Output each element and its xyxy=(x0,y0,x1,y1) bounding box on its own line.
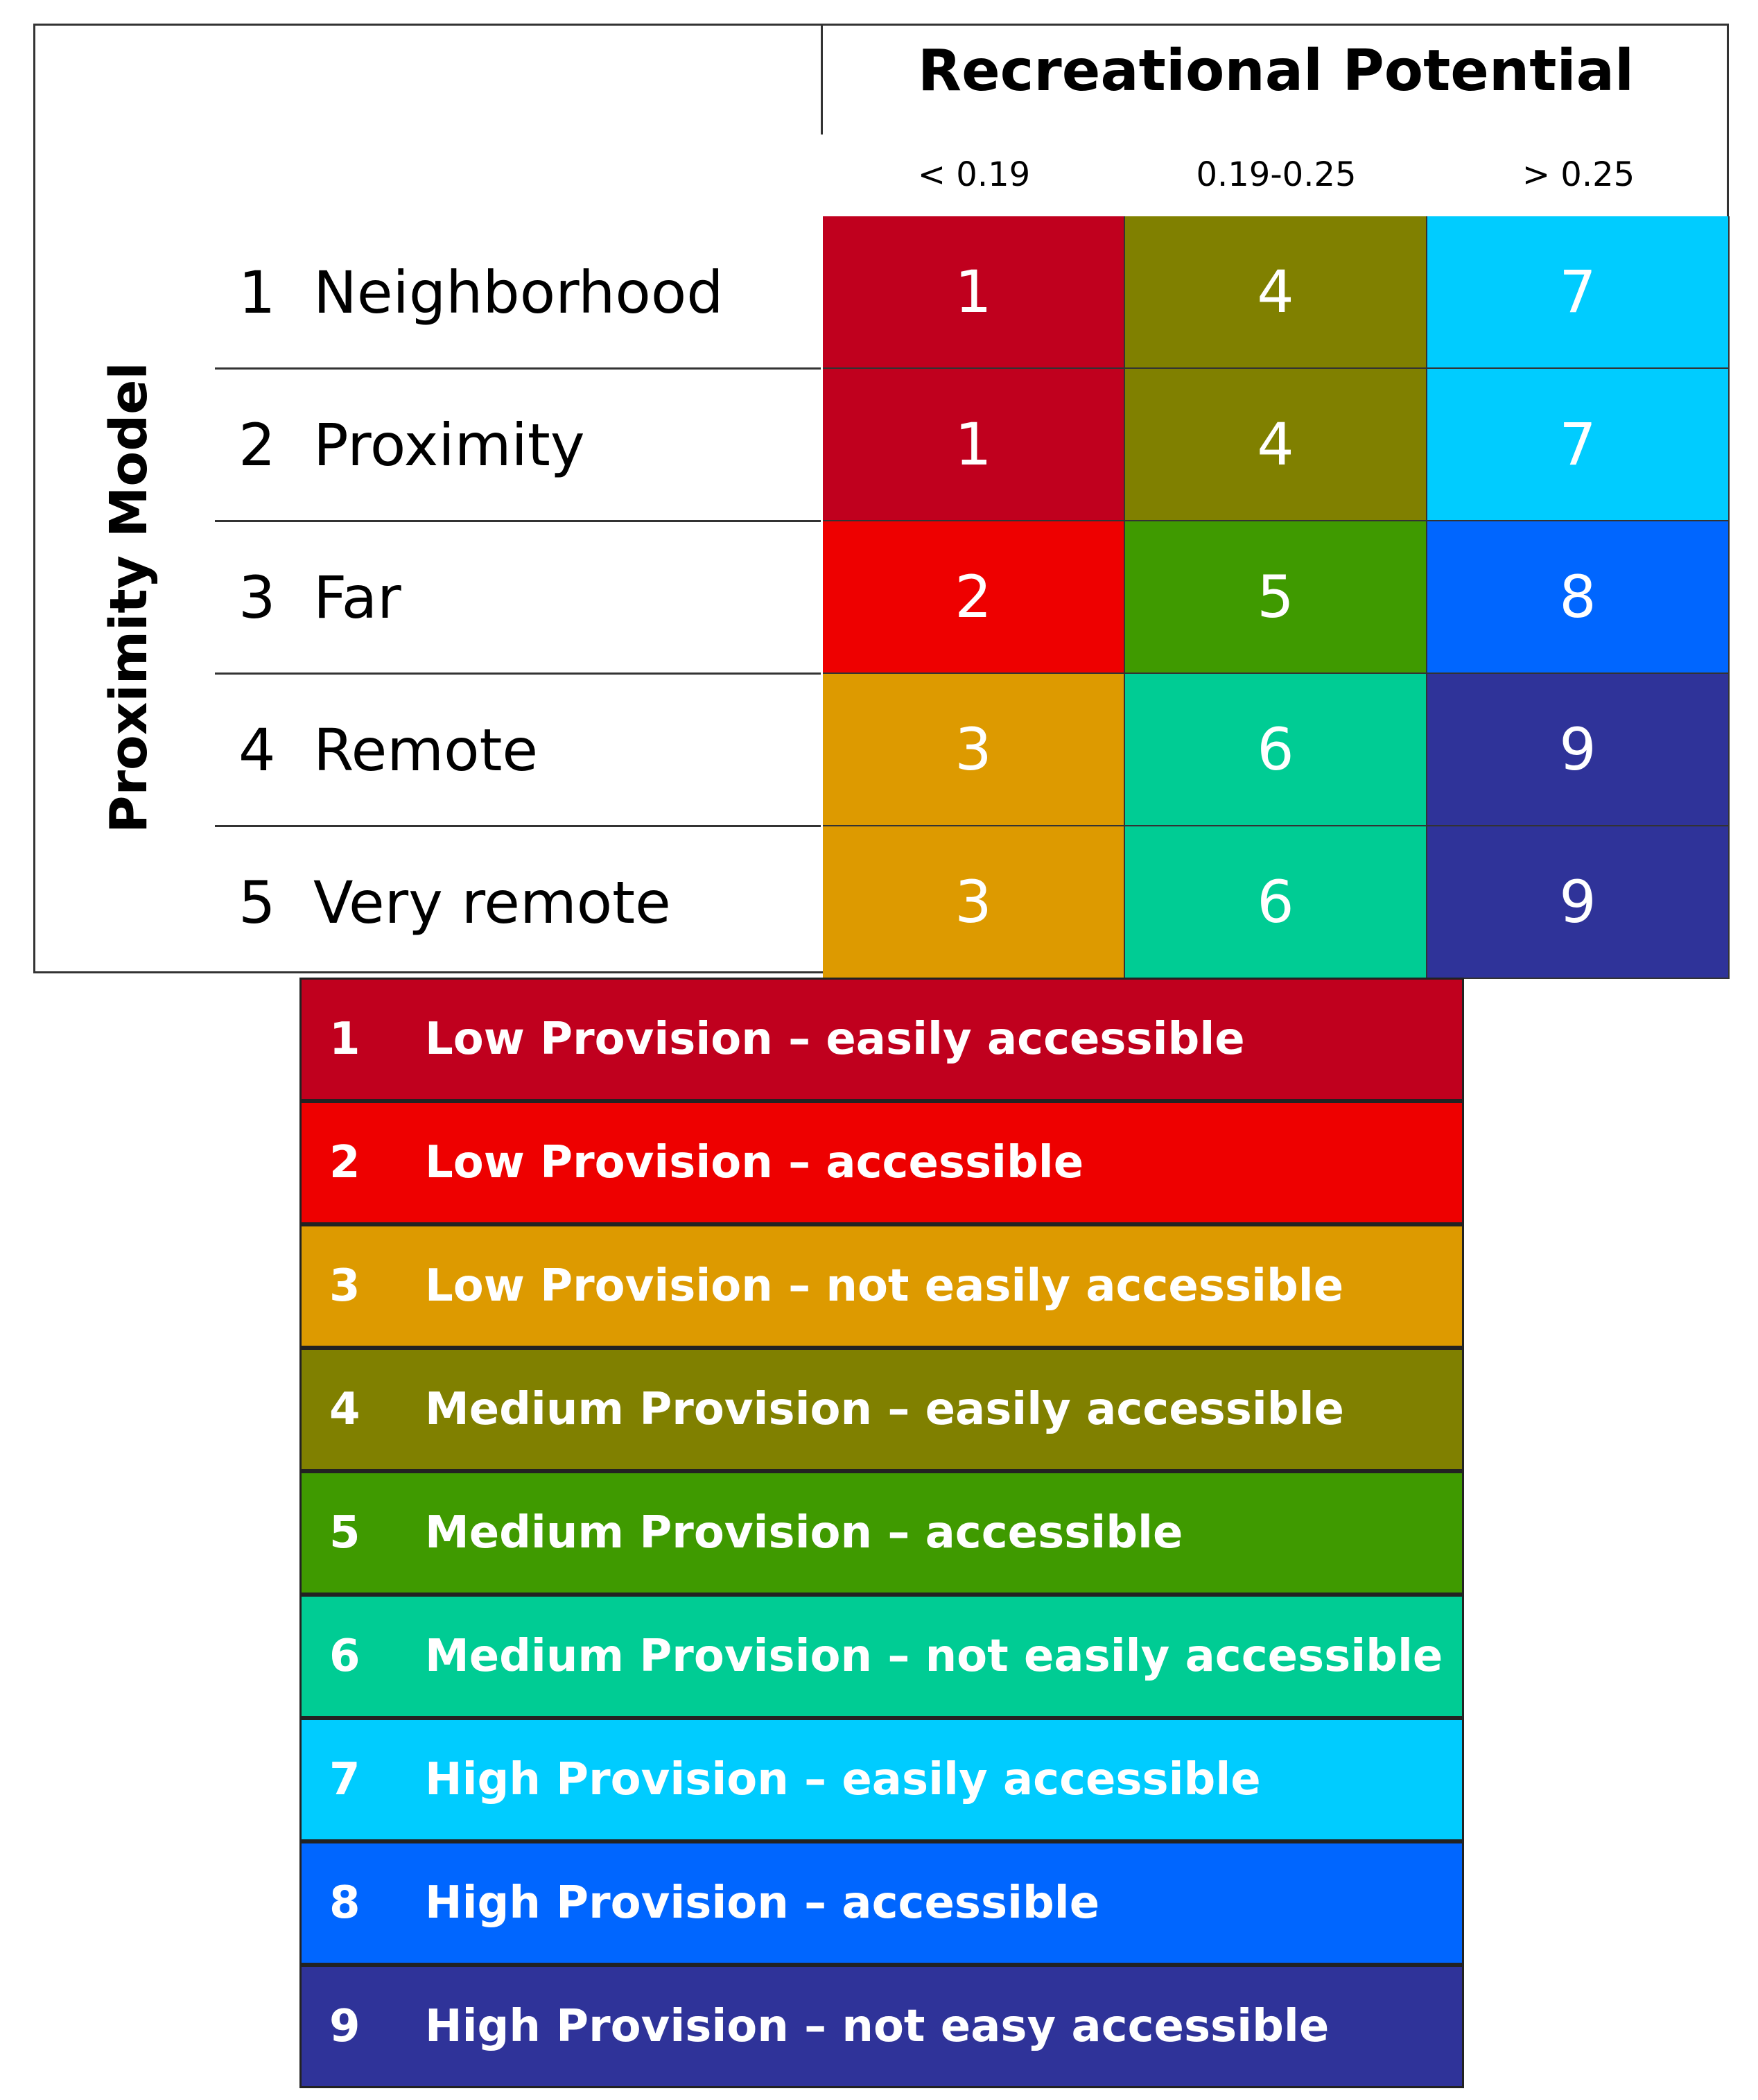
row-name: Very remote xyxy=(313,869,671,937)
matrix-title: Recreational Potential xyxy=(917,38,1635,104)
legend-item xyxy=(299,1471,1464,1595)
legend-label: Low Provision – easily accessible xyxy=(425,1014,1245,1065)
row-number: 3 xyxy=(238,564,276,632)
matrix-cell: 5 xyxy=(1125,521,1427,674)
matrix-cell: 4 xyxy=(1125,216,1427,369)
legend-label: High Provision – not easy accessible xyxy=(425,2001,1330,2052)
column-header-high: > 0.25 xyxy=(1522,155,1635,194)
matrix-cell: 7 xyxy=(1427,216,1730,369)
matrix-cell: 7 xyxy=(1427,369,1730,521)
legend-label: Medium Provision – accessible xyxy=(425,1507,1183,1559)
row-number: 4 xyxy=(238,716,276,784)
legend-item xyxy=(299,978,1464,1101)
matrix-cell: 9 xyxy=(1427,674,1730,826)
row-label-2 xyxy=(238,369,585,521)
matrix-cell: 9 xyxy=(1427,826,1730,979)
legend-number: 5 xyxy=(329,1507,360,1559)
legend-number: 9 xyxy=(329,2001,360,2052)
legend-number: 7 xyxy=(329,1754,360,1805)
row-name: Remote xyxy=(313,716,539,784)
legend-item xyxy=(299,1224,1464,1348)
row-name: Proximity xyxy=(313,411,585,479)
matrix-cell: 1 xyxy=(823,369,1125,521)
legend-number: 8 xyxy=(329,1877,360,1929)
matrix-cell: 3 xyxy=(823,674,1125,826)
matrix-cell: 2 xyxy=(823,521,1125,674)
legend-item xyxy=(299,1965,1464,2088)
matrix-cell: 4 xyxy=(1125,369,1427,521)
legend-number: 2 xyxy=(329,1137,360,1188)
legend-item xyxy=(299,1841,1464,1965)
row-label-5 xyxy=(238,826,671,979)
row-number: 5 xyxy=(238,869,276,937)
legend-number: 1 xyxy=(329,1014,360,1065)
legend-item xyxy=(299,1101,1464,1224)
legend-label: Medium Provision – not easily accessible xyxy=(425,1631,1443,1682)
row-label-1 xyxy=(238,216,724,369)
matrix-cell: 6 xyxy=(1125,826,1427,979)
legend-label: High Provision – accessible xyxy=(425,1877,1100,1929)
row-number: 2 xyxy=(238,411,276,479)
row-name: Neighborhood xyxy=(313,259,724,327)
row-label-4 xyxy=(238,674,538,826)
matrix-cell: 3 xyxy=(823,826,1125,979)
column-header-medium: 0.19-0.25 xyxy=(1196,155,1357,194)
matrix-cell: 6 xyxy=(1125,674,1427,826)
column-header-low: < 0.19 xyxy=(917,155,1031,194)
legend-item xyxy=(299,1718,1464,1841)
legend-item xyxy=(299,1595,1464,1718)
matrix-cell: 8 xyxy=(1427,521,1730,674)
legend-item xyxy=(299,1348,1464,1471)
row-number: 1 xyxy=(238,259,276,327)
row-name: Far xyxy=(313,564,401,632)
legend-number: 3 xyxy=(329,1260,360,1312)
legend-number: 6 xyxy=(329,1631,360,1682)
row-label-3 xyxy=(238,521,401,674)
legend-label: High Provision – easily accessible xyxy=(425,1754,1261,1805)
legend-label: Low Provision – accessible xyxy=(425,1137,1084,1188)
legend-label: Medium Provision – easily accessible xyxy=(425,1384,1344,1435)
matrix-cell: 1 xyxy=(823,216,1125,369)
legend-label: Low Provision – not easily accessible xyxy=(425,1260,1344,1312)
y-axis-title: Proximity Model xyxy=(99,362,159,833)
legend-number: 4 xyxy=(329,1384,360,1435)
